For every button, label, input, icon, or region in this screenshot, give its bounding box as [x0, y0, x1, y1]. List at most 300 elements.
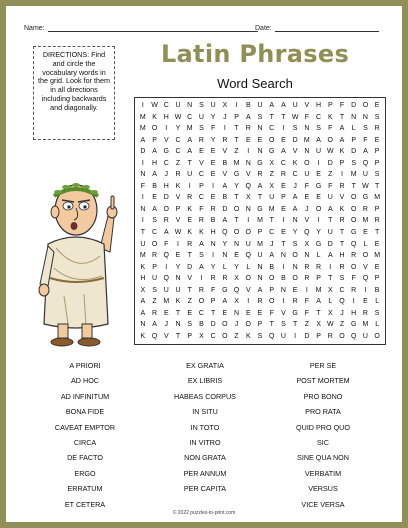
- grid-cell[interactable]: R: [374, 125, 380, 133]
- grid-cell[interactable]: A: [163, 229, 169, 237]
- grid-cell[interactable]: A: [140, 136, 146, 144]
- grid-cell[interactable]: L: [316, 252, 321, 260]
- grid-cell[interactable]: P: [199, 182, 204, 190]
- grid-cell[interactable]: E: [210, 148, 216, 156]
- grid-cell[interactable]: Q: [350, 240, 357, 248]
- grid-cell[interactable]: A: [222, 217, 228, 225]
- grid-cell[interactable]: C: [175, 136, 181, 144]
- grid-cell[interactable]: P: [210, 298, 216, 306]
- grid-cell[interactable]: Q: [233, 286, 240, 294]
- grid-cell[interactable]: R: [351, 252, 357, 260]
- grid-cell[interactable]: K: [327, 113, 333, 121]
- grid-cell[interactable]: E: [292, 286, 298, 294]
- grid-cell[interactable]: A: [222, 298, 228, 306]
- grid-cell[interactable]: A: [363, 148, 368, 156]
- grid-cell[interactable]: E: [281, 182, 286, 190]
- name-field[interactable]: [24, 24, 258, 32]
- grid-cell[interactable]: N: [362, 113, 368, 121]
- grid-cell[interactable]: C: [175, 148, 181, 156]
- grid-cell[interactable]: U: [327, 194, 333, 202]
- grid-cell[interactable]: W: [326, 148, 334, 156]
- grid-cell[interactable]: G: [292, 309, 298, 317]
- grid-cell[interactable]: R: [374, 217, 380, 225]
- grid-cell[interactable]: B: [245, 102, 251, 110]
- grid-cell[interactable]: I: [165, 263, 168, 271]
- grid-cell[interactable]: V: [199, 159, 204, 167]
- grid-cell[interactable]: T: [187, 159, 192, 167]
- grid-cell[interactable]: E: [281, 136, 286, 144]
- grid-cell[interactable]: A: [316, 298, 321, 306]
- grid-cell[interactable]: T: [234, 136, 239, 144]
- grid-cell[interactable]: A: [152, 205, 157, 213]
- grid-cell[interactable]: R: [351, 286, 357, 294]
- grid-cell[interactable]: D: [351, 102, 357, 110]
- grid-cell[interactable]: B: [374, 286, 380, 294]
- grid-cell[interactable]: V: [175, 194, 181, 202]
- grid-cell[interactable]: L: [363, 240, 368, 248]
- grid-cell[interactable]: E: [363, 229, 368, 237]
- grid-cell[interactable]: U: [316, 148, 322, 156]
- grid-cell[interactable]: I: [282, 125, 285, 133]
- grid-cell[interactable]: E: [210, 194, 216, 202]
- grid-cell[interactable]: I: [247, 298, 250, 306]
- grid-cell[interactable]: I: [177, 240, 179, 248]
- grid-cell[interactable]: S: [187, 321, 193, 329]
- grid-cell[interactable]: M: [163, 298, 170, 306]
- grid-cell[interactable]: W: [151, 102, 158, 110]
- grid-cell[interactable]: C: [198, 194, 204, 202]
- grid-cell[interactable]: E: [245, 136, 251, 144]
- grid-cell[interactable]: T: [339, 113, 345, 121]
- grid-cell[interactable]: F: [304, 182, 309, 190]
- grid-cell[interactable]: T: [269, 321, 274, 329]
- grid-cell[interactable]: N: [292, 217, 298, 225]
- grid-cell[interactable]: I: [247, 217, 250, 225]
- grid-cell[interactable]: I: [352, 298, 355, 306]
- grid-cell[interactable]: F: [339, 102, 345, 110]
- grid-cell[interactable]: Y: [316, 229, 321, 237]
- grid-cell[interactable]: Z: [304, 321, 309, 329]
- grid-cell[interactable]: X: [316, 321, 321, 329]
- grid-cell[interactable]: R: [222, 136, 228, 144]
- grid-cell[interactable]: J: [305, 205, 309, 213]
- grid-cell[interactable]: M: [257, 240, 263, 248]
- grid-cell[interactable]: O: [350, 263, 357, 271]
- grid-cell[interactable]: A: [339, 136, 345, 144]
- grid-cell[interactable]: T: [257, 194, 263, 202]
- grid-cell[interactable]: A: [152, 148, 157, 156]
- grid-cell[interactable]: E: [374, 136, 380, 144]
- puzzle-grid[interactable]: [134, 97, 386, 345]
- grid-cell[interactable]: W: [291, 113, 299, 121]
- grid-cell[interactable]: V: [304, 102, 310, 110]
- grid-cell[interactable]: U: [257, 102, 263, 110]
- grid-cell[interactable]: V: [175, 217, 181, 225]
- grid-cell[interactable]: P: [175, 205, 181, 213]
- grid-cell[interactable]: R: [339, 217, 345, 225]
- grid-cell[interactable]: V: [245, 171, 251, 179]
- grid-cell[interactable]: D: [140, 148, 146, 156]
- grid-cell[interactable]: R: [280, 171, 286, 179]
- grid-cell[interactable]: I: [282, 298, 285, 306]
- grid-cell[interactable]: Y: [210, 113, 216, 121]
- grid-cell[interactable]: V: [281, 309, 286, 317]
- grid-cell[interactable]: T: [328, 275, 333, 283]
- grid-cell[interactable]: C: [198, 171, 204, 179]
- date-field[interactable]: [255, 24, 379, 32]
- grid-cell[interactable]: R: [210, 205, 216, 213]
- grid-cell[interactable]: M: [139, 252, 146, 260]
- grid-cell[interactable]: A: [269, 102, 275, 110]
- grid-cell[interactable]: D: [304, 332, 310, 340]
- grid-cell[interactable]: T: [234, 125, 239, 133]
- grid-cell[interactable]: A: [152, 321, 157, 329]
- grid-cell[interactable]: O: [268, 298, 275, 306]
- grid-cell[interactable]: K: [292, 159, 298, 167]
- grid-cell[interactable]: N: [257, 263, 263, 271]
- grid-cell[interactable]: U: [175, 102, 181, 110]
- grid-cell[interactable]: K: [140, 263, 146, 271]
- grid-cell[interactable]: P: [316, 275, 321, 283]
- grid-cell[interactable]: W: [362, 182, 369, 190]
- grid-cell[interactable]: O: [374, 332, 380, 340]
- grid-cell[interactable]: M: [268, 205, 275, 213]
- grid-cell[interactable]: P: [269, 286, 275, 294]
- grid-cell[interactable]: X: [269, 159, 275, 167]
- grid-cell[interactable]: P: [152, 136, 157, 144]
- grid-cell[interactable]: N: [175, 275, 181, 283]
- grid-cell[interactable]: Z: [175, 159, 181, 167]
- grid-cell[interactable]: T: [351, 182, 356, 190]
- grid-cell[interactable]: C: [339, 286, 345, 294]
- grid-cell[interactable]: F: [363, 136, 368, 144]
- grid-cell[interactable]: Y: [222, 240, 228, 248]
- grid-cell[interactable]: I: [141, 159, 144, 167]
- grid-cell[interactable]: E: [316, 194, 321, 202]
- grid-cell[interactable]: A: [222, 182, 228, 190]
- grid-cell[interactable]: E: [304, 194, 310, 202]
- grid-cell[interactable]: S: [363, 125, 368, 133]
- grid-cell[interactable]: Y: [292, 229, 298, 237]
- grid-cell[interactable]: Z: [269, 171, 274, 179]
- grid-cell[interactable]: R: [198, 217, 204, 225]
- grid-cell[interactable]: F: [328, 125, 333, 133]
- grid-cell[interactable]: R: [152, 309, 158, 317]
- grid-cell[interactable]: M: [186, 125, 193, 133]
- grid-cell[interactable]: M: [303, 136, 310, 144]
- grid-cell[interactable]: X: [245, 194, 251, 202]
- grid-cell[interactable]: N: [234, 309, 240, 317]
- grid-cell[interactable]: R: [175, 171, 181, 179]
- grid-cell[interactable]: N: [292, 263, 298, 271]
- grid-cell[interactable]: M: [374, 194, 381, 202]
- grid-cell[interactable]: O: [163, 205, 169, 213]
- grid-cell[interactable]: T: [339, 240, 345, 248]
- grid-cell[interactable]: E: [163, 309, 169, 317]
- grid-cell[interactable]: G: [350, 229, 357, 237]
- grid-cell[interactable]: S: [199, 125, 204, 133]
- grid-cell[interactable]: Z: [152, 298, 157, 306]
- grid-cell[interactable]: Y: [210, 136, 216, 144]
- grid-cell[interactable]: S: [199, 252, 204, 260]
- grid-cell[interactable]: A: [269, 252, 275, 260]
- grid-cell[interactable]: Z: [234, 148, 239, 156]
- grid-cell[interactable]: O: [362, 252, 369, 260]
- grid-cell[interactable]: P: [327, 102, 333, 110]
- grid-cell[interactable]: D: [351, 148, 357, 156]
- grid-cell[interactable]: O: [315, 205, 322, 213]
- grid-cell[interactable]: U: [175, 286, 181, 294]
- grid-cell[interactable]: F: [140, 182, 145, 190]
- grid-cell[interactable]: S: [152, 217, 157, 225]
- grid-cell[interactable]: O: [233, 205, 240, 213]
- grid-cell[interactable]: O: [362, 102, 369, 110]
- grid-cell[interactable]: C: [210, 332, 216, 340]
- grid-cell[interactable]: E: [210, 159, 216, 167]
- grid-cell[interactable]: O: [151, 240, 158, 248]
- grid-cell[interactable]: Y: [175, 263, 181, 271]
- grid-cell[interactable]: S: [199, 102, 204, 110]
- grid-cell[interactable]: R: [304, 263, 310, 271]
- grid-cell[interactable]: T: [339, 229, 345, 237]
- grid-cell[interactable]: U: [210, 102, 216, 110]
- grid-cell[interactable]: E: [187, 309, 193, 317]
- grid-cell[interactable]: V: [222, 148, 228, 156]
- grid-cell[interactable]: K: [339, 205, 345, 213]
- grid-cell[interactable]: M: [315, 286, 322, 294]
- grid-cell[interactable]: E: [187, 217, 193, 225]
- grid-cell[interactable]: P: [234, 113, 239, 121]
- grid-cell[interactable]: D: [210, 321, 216, 329]
- grid-cell[interactable]: A: [257, 182, 263, 190]
- grid-cell[interactable]: V: [222, 171, 228, 179]
- grid-cell[interactable]: I: [141, 102, 144, 110]
- grid-cell[interactable]: O: [350, 217, 357, 225]
- grid-cell[interactable]: I: [282, 217, 285, 225]
- grid-cell[interactable]: P: [374, 148, 380, 156]
- grid-cell[interactable]: A: [292, 194, 298, 202]
- grid-cell[interactable]: V: [339, 194, 345, 202]
- grid-cell[interactable]: O: [222, 332, 228, 340]
- grid-cell[interactable]: A: [257, 286, 263, 294]
- grid-cell[interactable]: W: [174, 229, 182, 237]
- grid-cell[interactable]: R: [245, 125, 251, 133]
- grid-cell[interactable]: R: [327, 332, 333, 340]
- grid-cell[interactable]: V: [187, 275, 193, 283]
- grid-cell[interactable]: D: [292, 136, 298, 144]
- grid-cell[interactable]: P: [152, 263, 157, 271]
- grid-cell[interactable]: E: [257, 136, 263, 144]
- grid-cell[interactable]: I: [341, 171, 343, 179]
- grid-cell[interactable]: Q: [163, 275, 169, 283]
- grid-cell[interactable]: V: [292, 148, 298, 156]
- grid-cell[interactable]: O: [268, 136, 275, 144]
- grid-cell[interactable]: E: [199, 148, 204, 156]
- grid-cell[interactable]: W: [174, 113, 182, 121]
- grid-cell[interactable]: O: [198, 298, 205, 306]
- grid-cell[interactable]: O: [304, 159, 310, 167]
- grid-cell[interactable]: S: [339, 275, 345, 283]
- grid-cell[interactable]: G: [362, 194, 369, 202]
- grid-cell[interactable]: S: [292, 240, 298, 248]
- grid-cell[interactable]: N: [175, 321, 181, 329]
- grid-cell[interactable]: C: [292, 171, 298, 179]
- grid-cell[interactable]: N: [245, 159, 251, 167]
- grid-cell[interactable]: P: [316, 332, 321, 340]
- grid-cell[interactable]: R: [304, 275, 310, 283]
- grid-cell[interactable]: L: [328, 298, 333, 306]
- grid-cell[interactable]: P: [257, 229, 263, 237]
- grid-cell[interactable]: T: [328, 217, 333, 225]
- grid-cell[interactable]: I: [294, 332, 297, 340]
- grid-cell[interactable]: T: [281, 240, 286, 248]
- grid-cell[interactable]: D: [327, 240, 333, 248]
- grid-cell[interactable]: H: [163, 182, 169, 190]
- grid-cell[interactable]: O: [292, 275, 298, 283]
- grid-cell[interactable]: A: [281, 148, 286, 156]
- grid-cell[interactable]: U: [198, 113, 204, 121]
- grid-cell[interactable]: N: [234, 240, 240, 248]
- grid-cell[interactable]: B: [281, 275, 286, 283]
- grid-cell[interactable]: E: [234, 252, 239, 260]
- grid-cell[interactable]: G: [350, 321, 357, 329]
- grid-cell[interactable]: H: [351, 309, 357, 317]
- grid-cell[interactable]: R: [222, 275, 228, 283]
- grid-cell[interactable]: Z: [187, 298, 192, 306]
- grid-cell[interactable]: A: [245, 113, 251, 121]
- grid-cell[interactable]: Z: [234, 332, 239, 340]
- grid-cell[interactable]: E: [374, 102, 380, 110]
- grid-cell[interactable]: O: [245, 321, 251, 329]
- grid-cell[interactable]: Y: [234, 182, 239, 190]
- grid-cell[interactable]: C: [269, 229, 275, 237]
- grid-cell[interactable]: Y: [234, 263, 239, 271]
- grid-cell[interactable]: T: [316, 309, 321, 317]
- grid-cell[interactable]: J: [293, 182, 297, 190]
- grid-cell[interactable]: C: [187, 113, 193, 121]
- grid-cell[interactable]: X: [327, 286, 333, 294]
- grid-cell[interactable]: O: [151, 125, 158, 133]
- grid-cell[interactable]: H: [210, 229, 216, 237]
- grid-cell[interactable]: R: [362, 309, 368, 317]
- grid-cell[interactable]: E: [281, 205, 286, 213]
- grid-cell[interactable]: E: [281, 229, 286, 237]
- grid-cell[interactable]: M: [257, 217, 263, 225]
- grid-cell[interactable]: E: [374, 240, 380, 248]
- grid-cell[interactable]: N: [257, 125, 263, 133]
- grid-cell[interactable]: I: [317, 217, 320, 225]
- grid-cell[interactable]: I: [212, 182, 215, 190]
- grid-cell[interactable]: S: [257, 113, 263, 121]
- grid-cell[interactable]: O: [222, 321, 228, 329]
- grid-cell[interactable]: J: [340, 309, 344, 317]
- grid-cell[interactable]: H: [316, 102, 322, 110]
- grid-cell[interactable]: O: [350, 205, 357, 213]
- grid-cell[interactable]: O: [339, 332, 345, 340]
- grid-cell[interactable]: Q: [339, 298, 345, 306]
- grid-cell[interactable]: Z: [339, 321, 345, 329]
- grid-cell[interactable]: N: [304, 125, 310, 133]
- grid-cell[interactable]: R: [257, 171, 263, 179]
- grid-cell[interactable]: L: [246, 263, 251, 271]
- grid-cell[interactable]: G: [222, 286, 228, 294]
- grid-cell[interactable]: E: [222, 309, 228, 317]
- grid-cell[interactable]: T: [234, 194, 239, 202]
- grid-cell[interactable]: L: [375, 321, 380, 329]
- grid-cell[interactable]: F: [269, 309, 274, 317]
- grid-cell[interactable]: K: [175, 298, 181, 306]
- grid-cell[interactable]: O: [350, 194, 357, 202]
- grid-cell[interactable]: X: [222, 102, 228, 110]
- grid-cell[interactable]: A: [327, 252, 333, 260]
- grid-cell[interactable]: U: [362, 332, 368, 340]
- grid-cell[interactable]: S: [374, 171, 380, 179]
- grid-cell[interactable]: P: [374, 205, 380, 213]
- grid-cell[interactable]: K: [187, 229, 193, 237]
- grid-cell[interactable]: C: [280, 159, 286, 167]
- grid-cell[interactable]: X: [234, 298, 239, 306]
- grid-cell[interactable]: R: [152, 252, 158, 260]
- grid-cell[interactable]: V: [163, 136, 169, 144]
- grid-cell[interactable]: M: [139, 125, 146, 133]
- grid-cell[interactable]: D: [187, 263, 193, 271]
- grid-cell[interactable]: A: [140, 298, 146, 306]
- grid-cell[interactable]: A: [292, 205, 298, 213]
- grid-cell[interactable]: F: [164, 240, 169, 248]
- grid-cell[interactable]: Q: [350, 332, 357, 340]
- grid-cell[interactable]: E: [374, 263, 380, 271]
- grid-cell[interactable]: F: [328, 182, 333, 190]
- grid-cell[interactable]: S: [281, 321, 286, 329]
- grid-cell[interactable]: C: [163, 102, 169, 110]
- grid-cell[interactable]: E: [175, 252, 181, 260]
- grid-cell[interactable]: I: [212, 252, 215, 260]
- grid-cell[interactable]: L: [375, 298, 380, 306]
- grid-cell[interactable]: I: [235, 102, 238, 110]
- grid-cell[interactable]: E: [363, 298, 368, 306]
- grid-cell[interactable]: U: [304, 171, 310, 179]
- grid-cell[interactable]: H: [152, 159, 158, 167]
- grid-cell[interactable]: Q: [304, 229, 310, 237]
- grid-cell[interactable]: N: [187, 102, 193, 110]
- grid-cell[interactable]: S: [374, 113, 380, 121]
- grid-cell[interactable]: S: [374, 309, 380, 317]
- grid-cell[interactable]: H: [339, 252, 345, 260]
- grid-cell[interactable]: M: [139, 113, 146, 121]
- grid-cell[interactable]: J: [269, 240, 274, 248]
- grid-cell[interactable]: G: [163, 148, 169, 156]
- grid-cell[interactable]: I: [188, 182, 191, 190]
- grid-cell[interactable]: M: [233, 159, 240, 167]
- grid-cell[interactable]: S: [351, 159, 357, 167]
- grid-cell[interactable]: N: [245, 205, 251, 213]
- grid-cell[interactable]: K: [199, 229, 204, 237]
- grid-cell[interactable]: G: [233, 171, 240, 179]
- grid-cell[interactable]: X: [327, 309, 333, 317]
- grid-cell[interactable]: A: [187, 136, 193, 144]
- grid-cell[interactable]: U: [362, 171, 368, 179]
- grid-cell[interactable]: T: [211, 309, 216, 317]
- grid-cell[interactable]: O: [233, 229, 240, 237]
- grid-cell[interactable]: I: [247, 148, 250, 156]
- grid-cell[interactable]: X: [140, 286, 146, 294]
- grid-cell[interactable]: C: [198, 309, 204, 317]
- grid-cell[interactable]: P: [351, 136, 357, 144]
- grid-cell[interactable]: T: [375, 182, 380, 190]
- grid-cell[interactable]: R: [339, 182, 345, 190]
- grid-cell[interactable]: A: [327, 205, 333, 213]
- grid-cell[interactable]: W: [326, 321, 334, 329]
